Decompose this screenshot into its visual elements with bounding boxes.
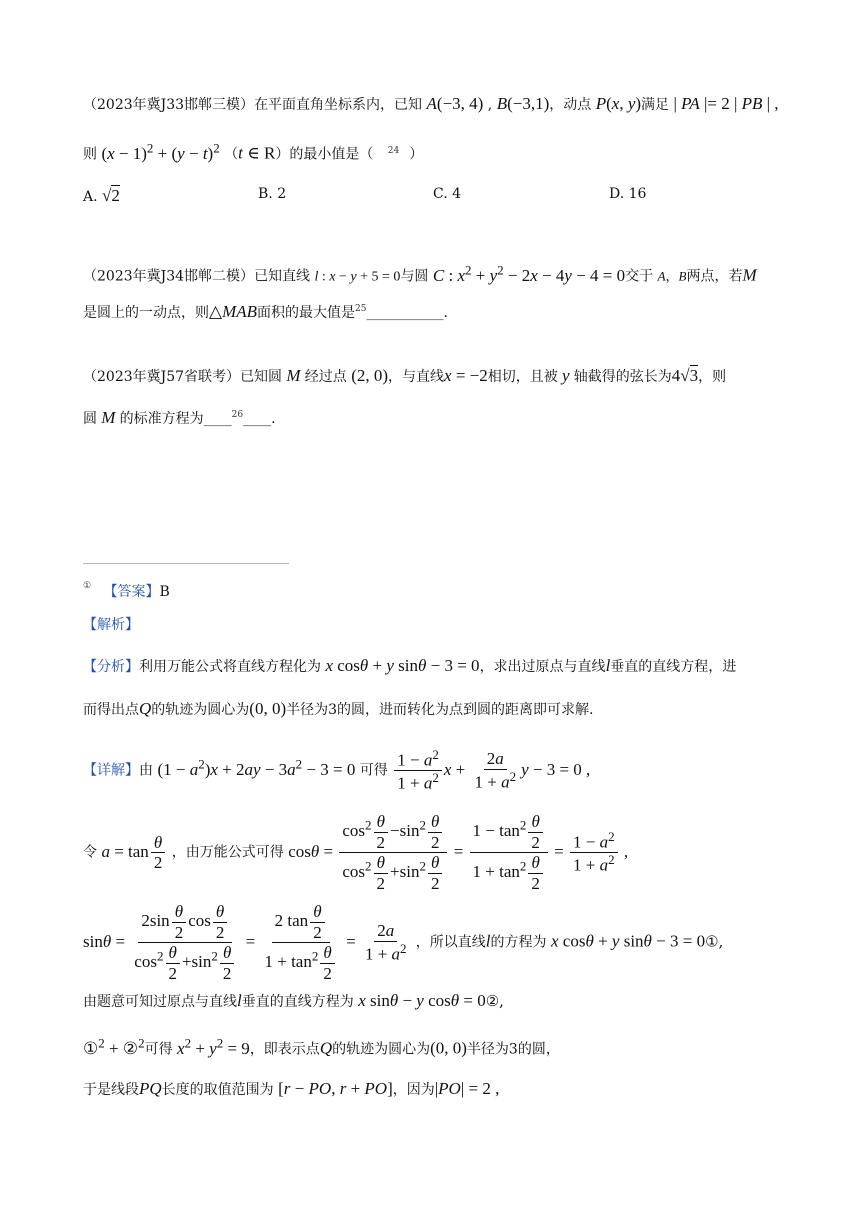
q3-line2: 圆 M 的标准方程为____$^{26}$____.	[83, 408, 276, 427]
answer-label: 【答案】	[103, 584, 160, 600]
xiangjie-line1: 【详解】由 $(1 - a^2)x + 2ay - 3a^2 - 3 = 0$ 可得 $\frac{1 - a^2}{1 + a^2}$ x + $\frac{2a}{1 + a^2}$ y − 3 = 0 ,	[83, 747, 591, 793]
answer-value: B	[159, 584, 170, 600]
ling-line: 令 a = tan $\frac{\theta}{2}$ ，由万能公式可得 cosθ = $\cos^2$ $\frac{\theta}{2}$ $-\sin^2$ $\frac{\theta}{2}$ $\cos^2$ $\frac{\theta}{2}$ $+\sin^2$ $\frac{\theta}{2}$ = $1 - \tan^2$ $\frac{\theta}{2}$ $1 + \tan^2$ $\frac{\theta}{2}$ = $\frac{1 - a^2}{1 + a^2}$ ,	[83, 812, 629, 893]
footnote-ref-24[interactable]: 24	[387, 145, 400, 156]
q1-line2: 则 $(x - 1)^2 + (y - t)^2$ （t ∈ R）的最小值是（ $^{24}$ ）	[83, 140, 424, 163]
q2-line1: （2023年冀J34邯郸二模）已知直线 l : x − y + 5 = 0与圆 C : $x^2 + y^2 - 2x - 4y - 4 = 0$交于 A，B两点，若M	[83, 262, 757, 285]
q1-line1: （2023年冀J33邯郸三模）在平面直角坐标系内，已知 A(−3, 4) , B(−3,1)，动点 P(x, y)满足 | PA |= 2 | PB | ,	[83, 94, 779, 113]
option-d[interactable]: D. 16	[609, 186, 647, 202]
footnote-divider	[83, 563, 289, 564]
q2-source: （2023年冀J34邯郸二模）	[83, 268, 255, 285]
answer-line	[83, 581, 170, 601]
option-c[interactable]: C. 4	[433, 186, 462, 202]
fenxi-line2: 而得出点Q的轨迹为圆心为(0, 0)半径为3的圆，进而转化为点到圆的距离即可求解.	[83, 699, 594, 718]
analysis-label: 【解析】	[83, 617, 139, 633]
sum-line: ①$^2$ + ②$^2$可得 $x^2 + y^2 = 9$，即表示点Q的轨迹为圆心为(0, 0)半径为3的圆，	[83, 1035, 560, 1058]
footnote-ref-25[interactable]: 25	[355, 304, 367, 314]
footnote-marker: ①	[83, 581, 92, 591]
q3-source: （2023年冀J57省联考）	[83, 369, 241, 385]
fenxi-line1: 【分析】利用万能公式将直线方程化为 x cosθ + y sinθ − 3 = 0，求出过原点与直线l垂直的直线方程，进	[83, 656, 737, 675]
sin-line: sinθ = 2sin $\frac{\theta}{2}$ cos $\frac{\theta}{2}$ $\cos^2$ $\frac{\theta}{2}$ $+\sin^2$ $\frac{\theta}{2}$ = 2 tan $\frac{\theta}{2}$ $1 + \tan^2$ $\frac{\theta}{2}$ = $\frac{2a}{1 + a^2}$ ，所以直线l的方程为 x cosθ + y sinθ − 3 = 0①,	[83, 902, 724, 983]
q3-line1: （2023年冀J57省联考）已知圆 M 经过点 (2, 0)，与直线x = −2相切，且被 y 轴截得的弦长为4√3，则	[83, 366, 727, 385]
option-a[interactable]: A. √2	[83, 186, 120, 205]
range-line: 于是线段PQ长度的取值范围为 [r − PO, r + PO]，因为|PO| = 2 ,	[83, 1079, 500, 1098]
option-b[interactable]: B. 2	[258, 186, 287, 202]
footnote-ref-26[interactable]: 26	[231, 410, 244, 420]
q1-source: （2023年冀J33邯郸三模）	[83, 97, 255, 113]
q2-line2: 是圆上的一动点，则△MAB面积的最大值是$^{25}$___________.	[83, 302, 448, 321]
yuandian-line: 由题意可知过原点与直线l垂直的直线方程为 x sinθ − y cosθ = 0②,	[83, 991, 504, 1010]
